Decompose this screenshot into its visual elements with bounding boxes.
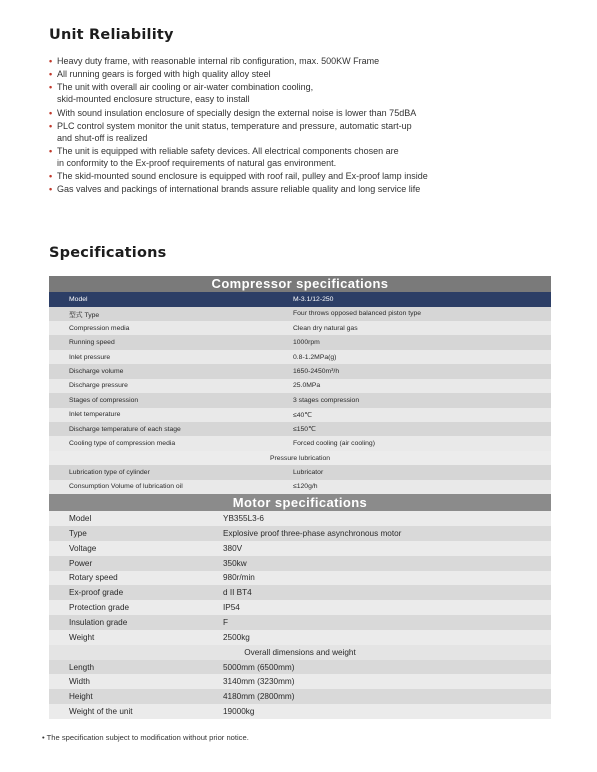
- table-row: [49, 350, 551, 364]
- table-row: [49, 689, 551, 704]
- motor-specifications-band: Motor specifications: [49, 494, 551, 511]
- table-row: [49, 364, 551, 378]
- table-row: [49, 408, 551, 422]
- bullet-item: [49, 145, 569, 169]
- spec-value: 1650-2450m³/h: [287, 364, 551, 378]
- spec-value: 350kw: [219, 556, 551, 571]
- table-subheader-row: [49, 451, 551, 465]
- spec-value: 5000mm (6500mm): [219, 660, 551, 675]
- spec-value: 4180mm (2800mm): [219, 689, 551, 704]
- compressor-specifications-band: Compressor specifications: [49, 276, 551, 292]
- table-row: [49, 600, 551, 615]
- table-row: [49, 511, 551, 526]
- table-row: [49, 526, 551, 541]
- spec-label: Weight: [49, 630, 219, 645]
- bullet-mark: •: [49, 184, 53, 195]
- bullet-text: Gas valves and packings of international brands assure reliable quality and long service life: [57, 184, 421, 195]
- table-row: [49, 436, 551, 450]
- specifications-block: [49, 276, 551, 719]
- spec-label: Discharge pressure: [49, 379, 287, 393]
- motor-spec-table: [49, 511, 551, 719]
- spec-label: Weight of the unit: [49, 704, 219, 719]
- spec-label: Width: [49, 674, 219, 689]
- bullet-item: [49, 81, 569, 105]
- spec-label: Lubrication type of cylinder: [49, 465, 287, 479]
- spec-label: 型式 Type: [49, 307, 287, 321]
- spec-value: Lubricator: [287, 465, 551, 479]
- spec-label: Stages of compression: [49, 393, 287, 407]
- bullet-item: [49, 55, 569, 67]
- footnote: • The specification subject to modification without prior notice.: [42, 733, 249, 742]
- spec-label: Insulation grade: [49, 615, 219, 630]
- spec-label: Rotary speed: [49, 571, 219, 586]
- bullet-mark: •: [49, 120, 53, 131]
- table-row: [49, 335, 551, 349]
- reliability-bullet-list: [49, 55, 569, 197]
- specifications-title: Specifications: [49, 245, 167, 261]
- spec-value: YB355L3-6: [219, 511, 551, 526]
- bullet-item: [49, 120, 569, 144]
- bullet-mark: •: [49, 69, 53, 80]
- spec-value: 0.8-1.2MPa(g): [287, 350, 551, 364]
- bullet-mark: •: [49, 171, 53, 182]
- bullet-text: The unit is equipped with reliable safety devices. All electrical components chosen are: [57, 145, 399, 156]
- spec-value: F: [219, 615, 551, 630]
- spec-value: Four throws opposed balanced piston type: [287, 307, 551, 321]
- table-row: [49, 321, 551, 335]
- bullet-mark: •: [49, 107, 53, 118]
- spec-value: ≤150℃: [287, 422, 551, 436]
- spec-label: Model: [49, 511, 219, 526]
- bullet-mark: •: [49, 82, 53, 93]
- table-row: [49, 541, 551, 556]
- spec-value: 1000rpm: [287, 335, 551, 349]
- spec-value: d II BT4: [219, 585, 551, 600]
- table-row: [49, 571, 551, 586]
- spec-label: Voltage: [49, 541, 219, 556]
- spec-value: 19000kg: [219, 704, 551, 719]
- spec-value: M-3.1/12-250: [287, 292, 551, 307]
- spec-label: Inlet temperature: [49, 408, 287, 422]
- spec-label: Protection grade: [49, 600, 219, 615]
- spec-label: Type: [49, 526, 219, 541]
- table-row: [49, 674, 551, 689]
- spec-label: Cooling type of compression media: [49, 436, 287, 450]
- table-row: [49, 704, 551, 719]
- bullet-text-continued: and shut-off is realized: [57, 132, 148, 143]
- compressor-spec-table: [49, 292, 551, 494]
- spec-label: Power: [49, 556, 219, 571]
- spec-label: Running speed: [49, 335, 287, 349]
- table-row: [49, 307, 551, 321]
- table-row: [49, 660, 551, 675]
- table-row: [49, 393, 551, 407]
- bullet-item: [49, 170, 569, 182]
- spec-value: ≤40℃: [287, 408, 551, 422]
- spec-label: Discharge temperature of each stage: [49, 422, 287, 436]
- unit-reliability-title: Unit Reliability: [49, 27, 174, 43]
- table-row: [49, 292, 551, 307]
- spec-label: Length: [49, 660, 219, 675]
- spec-label: Ex-proof grade: [49, 585, 219, 600]
- bullet-text: PLC control system monitor the unit status, temperature and pressure, automatic start-up: [57, 120, 412, 131]
- spec-label: Height: [49, 689, 219, 704]
- bullet-item: [49, 68, 569, 80]
- spec-label: Compression media: [49, 321, 287, 335]
- bullet-mark: •: [49, 56, 53, 66]
- overall-dimensions-subheader: Overall dimensions and weight: [49, 645, 551, 660]
- spec-label: Model: [49, 292, 287, 307]
- spec-value: 980r/min: [219, 571, 551, 586]
- table-row: [49, 465, 551, 479]
- spec-value: IP54: [219, 600, 551, 615]
- table-row: [49, 480, 551, 494]
- table-row: [49, 615, 551, 630]
- table-row: [49, 379, 551, 393]
- spec-value: Explosive proof three-phase asynchronous motor: [219, 526, 551, 541]
- table-row: [49, 556, 551, 571]
- spec-label: Inlet pressure: [49, 350, 287, 364]
- table-subheader-row: [49, 645, 551, 660]
- spec-label: Consumption Volume of lubrication oil: [49, 480, 287, 494]
- spec-value: Forced cooling (air cooling): [287, 436, 551, 450]
- bullet-item: [49, 183, 569, 195]
- table-row: [49, 422, 551, 436]
- spec-value: 25.0MPa: [287, 379, 551, 393]
- bullet-text-continued: skid-mounted enclosure structure, easy to install: [57, 94, 250, 105]
- bullet-text-continued: in conformity to the Ex-proof requirements of natural gas environment.: [57, 157, 337, 168]
- pressure-lubrication-subheader: Pressure lubrication: [49, 451, 551, 465]
- bullet-text: All running gears is forged with high quality alloy steel: [57, 69, 271, 80]
- spec-value: 3 stages compression: [287, 393, 551, 407]
- spec-value: ≤120g/h: [287, 480, 551, 494]
- table-row: [49, 630, 551, 645]
- spec-value: 380V: [219, 541, 551, 556]
- table-row: [49, 585, 551, 600]
- bullet-text: The skid-mounted sound enclosure is equipped with roof rail, pulley and Ex-proof lamp inside: [57, 171, 428, 182]
- bullet-text: With sound insulation enclosure of specially design the external noise is lower than 75dBA: [57, 107, 417, 118]
- spec-value: 2500kg: [219, 630, 551, 645]
- bullet-item: [49, 107, 569, 119]
- bullet-mark: •: [49, 145, 53, 156]
- spec-label: Discharge volume: [49, 364, 287, 378]
- bullet-text: Heavy duty frame, with reasonable internal rib configuration, max. 500KW Frame: [57, 56, 380, 66]
- spec-value: 3140mm (3230mm): [219, 674, 551, 689]
- spec-value: Clean dry natural gas: [287, 321, 551, 335]
- bullet-text: The unit with overall air cooling or air-water combination cooling,: [57, 82, 314, 93]
